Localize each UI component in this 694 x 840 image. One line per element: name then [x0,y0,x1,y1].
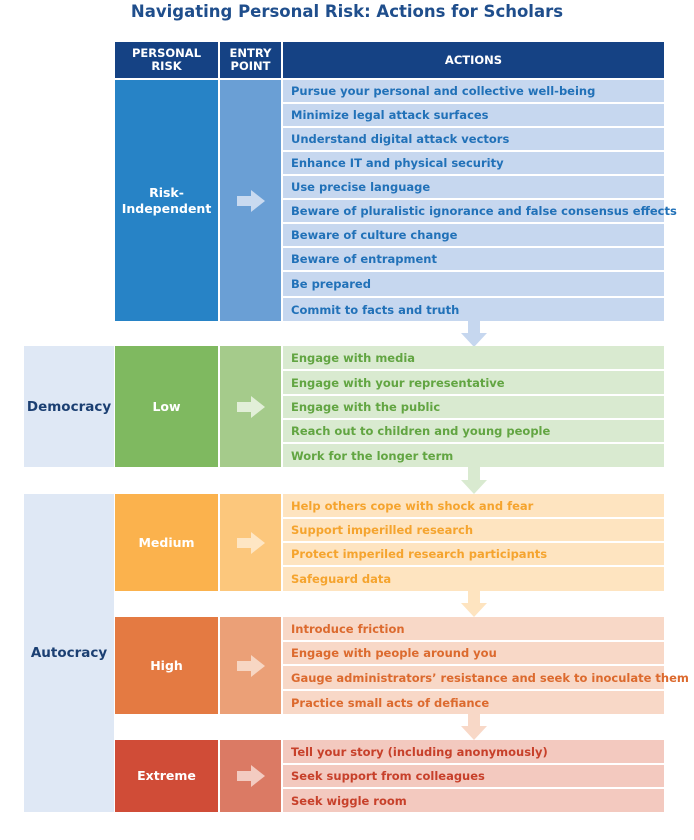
entry-point-high [220,617,281,714]
context-democracy: Democracy [24,346,114,467]
page-title: Navigating Personal Risk: Actions for Scholars [130,2,564,21]
flow-arrow-down-icon [461,591,487,617]
action-item: Use precise language [283,176,664,198]
risk-level-low: Low [115,346,218,467]
action-item: Safeguard data [283,567,664,591]
arrow-right-icon [237,396,265,418]
actions-extreme [283,740,664,812]
entry-point-medium [220,494,281,591]
action-item: Gauge administrators’ resistance and seek to inoculate them [283,666,664,689]
action-item: Introduce friction [283,617,664,640]
action-item: Commit to facts and truth [283,298,664,321]
arrow-right-icon [237,765,265,787]
action-item: Enhance IT and physical security [283,152,664,174]
actions-low [283,346,664,467]
header-entry-point: ENTRY POINT [220,42,281,78]
actions-high [283,617,689,714]
actions-medium [283,494,664,591]
action-item: Tell your story (including anonymously) [283,740,664,763]
action-item: Engage with the public [283,396,664,418]
action-item: Work for the longer term [283,444,664,467]
header-actions: ACTIONS [283,42,664,78]
action-item: Pursue your personal and collective well-being [283,80,664,102]
risk-level-extreme: Extreme [115,740,218,812]
risk-level-medium: Medium [115,494,218,591]
arrow-right-icon [237,190,265,212]
header-personal-risk: PERSONAL RISK [115,42,218,78]
entry-point-low [220,346,281,467]
action-item: Support imperilled research [283,519,664,541]
actions-independent [283,80,677,321]
action-item: Seek wiggle room [283,789,664,812]
arrow-right-icon [237,532,265,554]
entry-point-extreme [220,740,281,812]
action-item: Beware of entrapment [283,248,664,270]
flow-arrow-down-icon [461,714,487,740]
action-item: Protect imperiled research participants [283,543,664,565]
context-autocracy: Autocracy [24,494,114,812]
flow-arrow-down-icon [461,467,487,494]
action-item: Be prepared [283,272,664,296]
action-item: Practice small acts of defiance [283,691,664,714]
action-item: Engage with your representative [283,371,664,394]
risk-level-high: High [115,617,218,714]
flow-arrow-down-icon [461,321,487,347]
action-item: Minimize legal attack surfaces [283,104,664,126]
risk-level-independent: Risk-Independent [115,80,218,321]
action-item: Seek support from colleagues [283,765,664,787]
action-item: Help others cope with shock and fear [283,494,664,517]
entry-point-independent [220,80,281,321]
arrow-right-icon [237,655,265,677]
action-item: Understand digital attack vectors [283,128,664,150]
action-item: Engage with media [283,346,664,369]
action-item: Beware of culture change [283,224,664,246]
action-item: Beware of pluralistic ignorance and false consensus effects [283,200,664,222]
action-item: Engage with people around you [283,642,664,664]
action-item: Reach out to children and young people [283,420,664,442]
